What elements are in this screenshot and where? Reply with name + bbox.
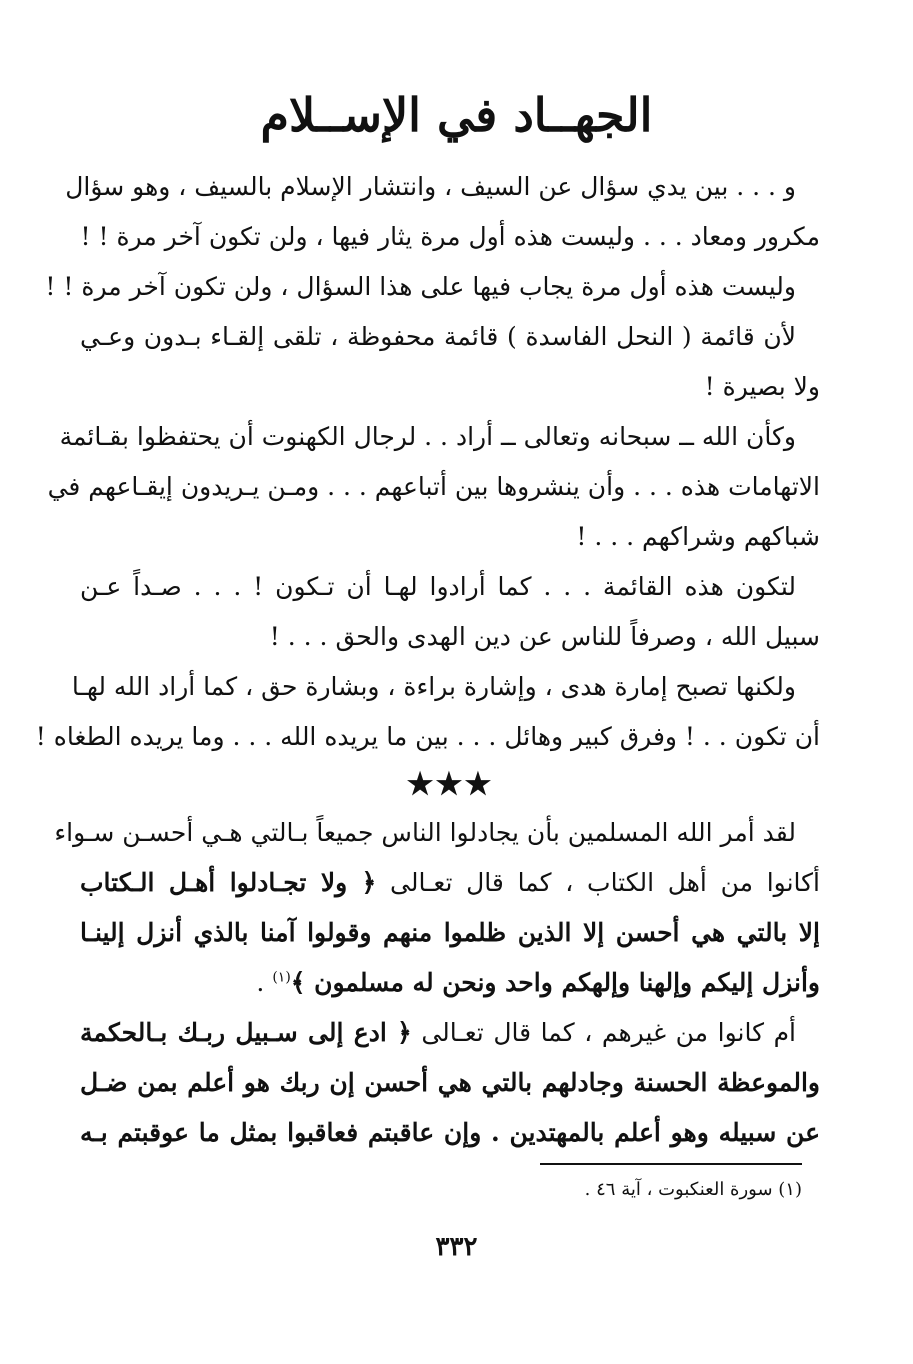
- section-separator: ★★★: [406, 767, 494, 802]
- quran-quote: وأنزل إليكم وإلهنا وإلهكم واحد ونحن له مسلمون ﴾: [290, 968, 820, 997]
- text-span: أم كانوا من غيرهم ، كما قال تعـالى: [421, 1018, 796, 1047]
- text-line: [80, 858, 820, 908]
- footnote: (١) سورة العنكبوت ، آية ٤٦ .: [584, 1179, 802, 1200]
- paragraph-7: [54, 808, 820, 1008]
- quran-quote: إلا بالتي هي أحسن إلا الذين ظلموا منهم وقولوا آمنا بالذي أنزل إلينـا: [80, 918, 820, 947]
- text-line: [80, 958, 820, 1008]
- text-line: لأن قائمة ( النحل الفاسدة ) قائمة محفوظة ، تلقى إلقـاء بـدون وعـي: [80, 322, 796, 351]
- text-line: أن تكون . . ! وفرق كبير وهائل . . . بين ما يريده الله . . . وما يريده الطغاه !: [35, 722, 820, 751]
- paragraph-1: [65, 162, 820, 262]
- text-line: لتكون هذه القائمة . . . كما أرادوا لهـا أن تـكون ! . . . صـداً عـن: [80, 572, 796, 601]
- footnote-reference: (١): [272, 969, 291, 986]
- text-line: وكأن الله ــ سبحانه وتعالى ــ أراد . . لرجال الكهنوت أن يحتفظوا بقـائمة: [59, 422, 796, 451]
- text-line: و . . . بين يدي سؤال عن السيف ، وانتشار الإسلام بالسيف ، وهو سؤال: [65, 172, 796, 201]
- text-line: لقد أمر الله المسلمين بأن يجادلوا الناس جميعاً بـالتي هـي أحسـن سـواء: [54, 818, 796, 847]
- text-line: شباكهم وشراكهم . . . !: [576, 522, 820, 551]
- text-line: ولا بصيرة !: [704, 372, 820, 401]
- paragraph-5: [80, 562, 820, 662]
- page-number: ٣٣٢: [435, 1232, 478, 1262]
- text-line: [80, 1008, 820, 1058]
- body-text: [35, 162, 820, 1158]
- text-line: وليست هذه أول مرة يجاب فيها على هذا السؤال ، ولن تكون آخر مرة ! !: [45, 272, 796, 301]
- quran-quote: عن سبيله وهو أعلم بالمهتدين . وإن عاقبتم فعاقبوا بمثل ما عوقبتم بـه: [80, 1118, 820, 1147]
- paragraph-6: [35, 662, 820, 762]
- text-span: أكانوا من أهل الكتاب ، كما قال تعـالى: [390, 868, 820, 897]
- quran-quote: ﴿ ادع إلى سـبيل ربـك بـالحكمة: [80, 1018, 412, 1047]
- paragraph-2: [45, 262, 820, 312]
- text-line: ولكنها تصبح إمارة هدى ، وإشارة براءة ، وبشارة حق ، كما أراد الله لهـا: [71, 672, 796, 701]
- text-line: الاتهامات هذه . . . وأن ينشروها بين أتباعهم . . . ومـن يـريدون إيقـاعهم في: [47, 472, 820, 501]
- text-line: مكرور ومعاد . . . وليست هذه أول مرة يثار فيها ، ولن تكون آخر مرة ! !: [80, 222, 820, 251]
- paragraph-3: [80, 312, 820, 412]
- paragraph-4: [47, 412, 820, 562]
- paragraph-8: [80, 1008, 820, 1158]
- quran-quote: والموعظة الحسنة وجادلهم بالتي هي أحسن إن ربك هو أعلم بمن ضـل: [80, 1068, 820, 1097]
- quran-quote: ﴿ ولا تجـادلوا أهـل الـكتاب: [80, 868, 377, 897]
- footnote-divider: [540, 1163, 802, 1165]
- text-span: .: [256, 968, 273, 997]
- running-header: الجهــاد في الإســلام: [260, 88, 653, 142]
- text-line: سبيل الله ، وصرفاً للناس عن دين الهدى والحق . . . !: [269, 622, 820, 651]
